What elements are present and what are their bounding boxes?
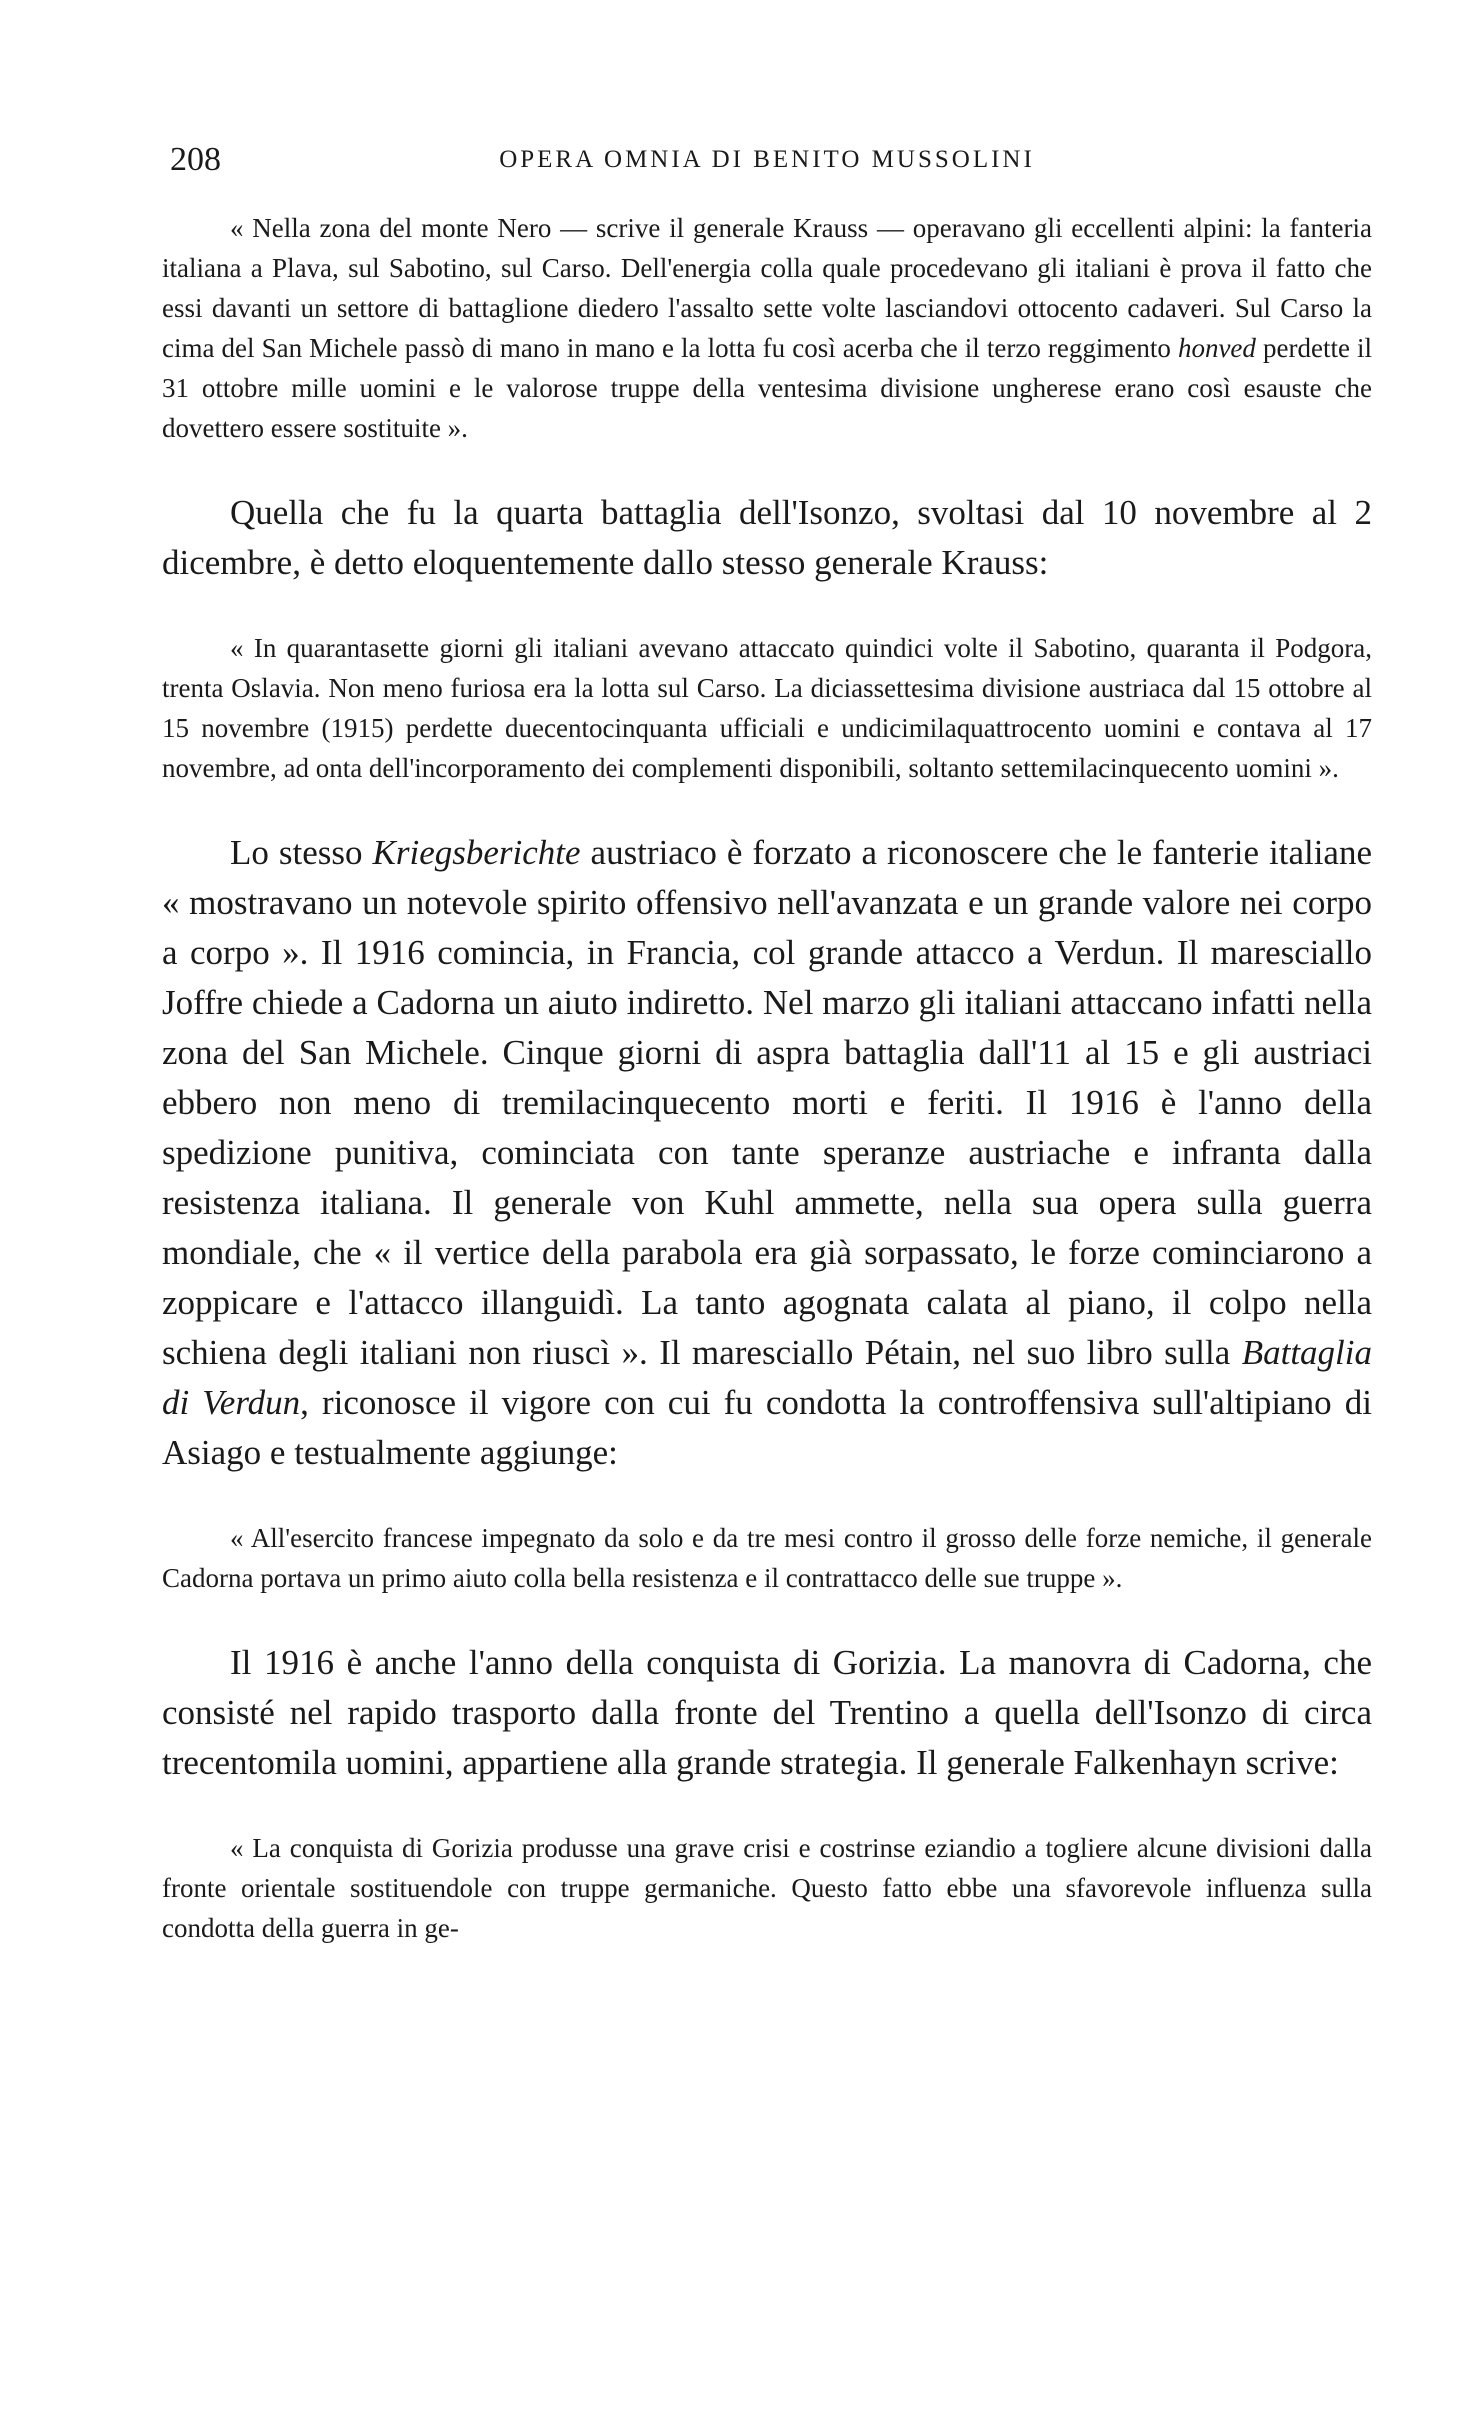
page-header <box>162 130 1372 190</box>
book-page <box>162 130 1372 1948</box>
paragraph-gorizia: Il 1916 è anche l'anno della conquista di Gorizia. La manovra di Cadorna, che consisté nel rapido trasporto dalla fronte del Trentino a quella dell'Isonzo di circa trecentomila uomini, appartiene alla grande strategia. Il generale Falkenhayn scrive: <box>162 1643 1372 1782</box>
para2-italic-battaglia-di-verdun: Battaglia di Verdun <box>162 1333 1372 1422</box>
page-number: 208 <box>170 141 221 178</box>
quote-krauss-monte-nero <box>162 208 1372 448</box>
para2-b: austriaco è forzato a riconoscere che le fanterie italiane « mostravano un notevole spirito offensivo nell'avanzata e un grande valore nei corpo a corpo ». Il 1916 comincia, in Francia, col grande attacco a Verdun. Il maresciallo Joffre chiede a Cadorna un aiuto indiretto. Nel marzo gli italiani attaccano infatti nella zona del San Michele. Cinque giorni di aspra battaglia dall'11 al 15 e gli austriaci ebbero non meno di tremilacinquecento morti e feriti. Il 1916 è l'anno della spedizione punitiva, cominciata con tante speranze austriache e infranta dalla resistenza italiana. Il generale von Kuhl ammette, nella sua opera sulla guerra mondiale, che « il vertice della parabola era già sorpassato, le forze cominciarono a zoppicare e l'attacco illanguidì. La tanto agognata calata al piano, il colpo nella schiena degli italiani non riuscì ». Il maresciallo Pétain, nel suo libro sulla <box>162 833 1372 1372</box>
quote1-italic-honved: honved <box>1177 333 1256 363</box>
para2-c: , riconosce il vigore con cui fu condotta la controffensiva sull'altipiano di Asiago e testualmente aggiunge: <box>162 1383 1372 1472</box>
para2-a: Lo stesso <box>230 833 373 872</box>
quote-krauss-quarantasette-giorni: « In quarantasette giorni gli italiani avevano attaccato quindici volte il Sabotino, quaranta il Podgora, trenta Oslavia. Non meno furiosa era la lotta sul Carso. La diciassettesima divisione austriaca dal 15 ottobre al 15 novembre (1915) perdette duecentocinquanta ufficiali e undicimilaquattrocento uomini e contava al 17 novembre, ad onta dell'incorporamento dei complementi disponibili, soltanto settemilacinquecento uomini ». <box>162 633 1372 783</box>
para2-italic-kriegsberichte: Kriegsberichte <box>372 833 581 872</box>
quote1-text: « Nella zona del monte Nero — scrive il generale Krauss — operavano gli eccellenti alpini: la fanteria italiana a Plava, sul Sabotino, sul Carso. Dell'energia colla quale procedevano gli italiani è prova il fatto che essi davanti un settore di battaglione diedero l'assalto sette volte lasciandovi ottocento cadaveri. Sul Carso la cima del San Michele passò di mano in mano e la lotta fu così acerba che il terzo reggimento <box>162 213 1372 363</box>
paragraph-quarta-battaglia: Quella che fu la quarta battaglia dell'Isonzo, svoltasi dal 10 novembre al 2 dicembre, è detto eloquentemente dallo stesso generale Krauss: <box>162 493 1372 582</box>
quote1-end: perdette il 31 ottobre mille uomini e le valorose truppe della ventesima divisione ungherese erano così esauste che dovettero essere sostituite ». <box>162 333 1373 443</box>
quote-falkenhayn: « La conquista di Gorizia produsse una grave crisi e costrinse eziandio a togliere alcune divisioni dalla fronte orientale sostituendole con truppe germaniche. Questo fatto ebbe una sfavorevole influenza sulla condotta della guerra in ge- <box>162 1833 1372 1943</box>
running-head: OPERA OMNIA DI BENITO MUSSOLINI <box>499 146 1035 173</box>
quote-petain: « All'esercito francese impegnato da solo e da tre mesi contro il grosso delle forze nemiche, il generale Cadorna portava un primo aiuto colla bella resistenza e il contrattacco delle sue truppe ». <box>162 1523 1372 1593</box>
paragraph-kriegsberichte <box>162 828 1372 1478</box>
